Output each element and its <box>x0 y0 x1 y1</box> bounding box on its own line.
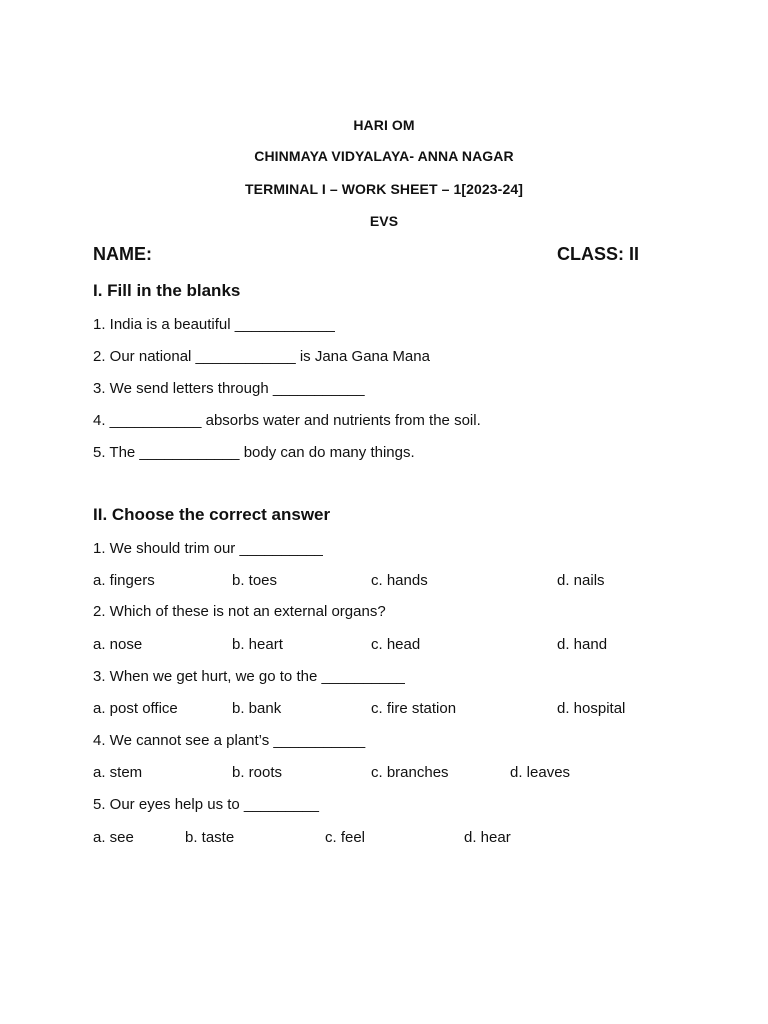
mcq-option: d. hand <box>557 636 608 653</box>
fill-blank-item: 3. We send letters through ___________ <box>93 380 365 397</box>
worksheet-title: TERMINAL I – WORK SHEET – 1[2023-24] <box>245 181 523 197</box>
section-2-title: II. Choose the correct answer <box>93 505 331 524</box>
name-label: NAME: <box>93 244 152 264</box>
fill-blank-item: 5. The ____________ body can do many things. <box>93 444 415 461</box>
mcq-question: 2. Which of these is not an external organs? <box>93 603 386 620</box>
mcq-option: b. toes <box>232 572 278 589</box>
mcq-option: d. nails <box>557 572 605 589</box>
mcq-option: b. bank <box>232 700 282 717</box>
mcq-option: d. leaves <box>510 764 571 781</box>
mcq-option: b. roots <box>232 764 283 781</box>
school-name: CHINMAYA VIDYALAYA- ANNA NAGAR <box>254 148 514 164</box>
fill-blank-item: 1. India is a beautiful ____________ <box>93 316 335 333</box>
mcq-option: d. hospital <box>557 700 626 717</box>
mcq-option: c. head <box>371 636 421 653</box>
header-line-1: HARI OM <box>353 117 415 133</box>
fill-blank-item: 4. ___________ absorbs water and nutrients from the soil. <box>93 412 481 429</box>
mcq-option: c. feel <box>325 829 366 846</box>
mcq-option: a. fingers <box>93 572 155 589</box>
mcq-option: c. hands <box>371 572 428 589</box>
mcq-option: c. fire station <box>371 700 457 717</box>
section-1-title: I. Fill in the blanks <box>93 281 241 300</box>
mcq-option: b. taste <box>185 829 235 846</box>
fill-blank-item: 2. Our national ____________ is Jana Gana Mana <box>93 348 430 365</box>
mcq-question: 5. Our eyes help us to _________ <box>93 796 319 813</box>
mcq-option: d. hear <box>464 829 511 846</box>
mcq-option: b. heart <box>232 636 283 653</box>
mcq-option: c. branches <box>371 764 449 781</box>
mcq-question: 4. We cannot see a plant’s ___________ <box>93 732 366 749</box>
mcq-option: a. stem <box>93 764 143 781</box>
mcq-option: a. nose <box>93 636 143 653</box>
mcq-option: a. see <box>93 829 134 846</box>
mcq-option: a. post office <box>93 700 178 717</box>
mcq-question: 1. We should trim our __________ <box>93 540 323 557</box>
mcq-question: 3. When we get hurt, we go to the __________ <box>93 668 405 685</box>
subject-title: EVS <box>369 213 399 229</box>
class-label: CLASS: II <box>557 244 640 264</box>
